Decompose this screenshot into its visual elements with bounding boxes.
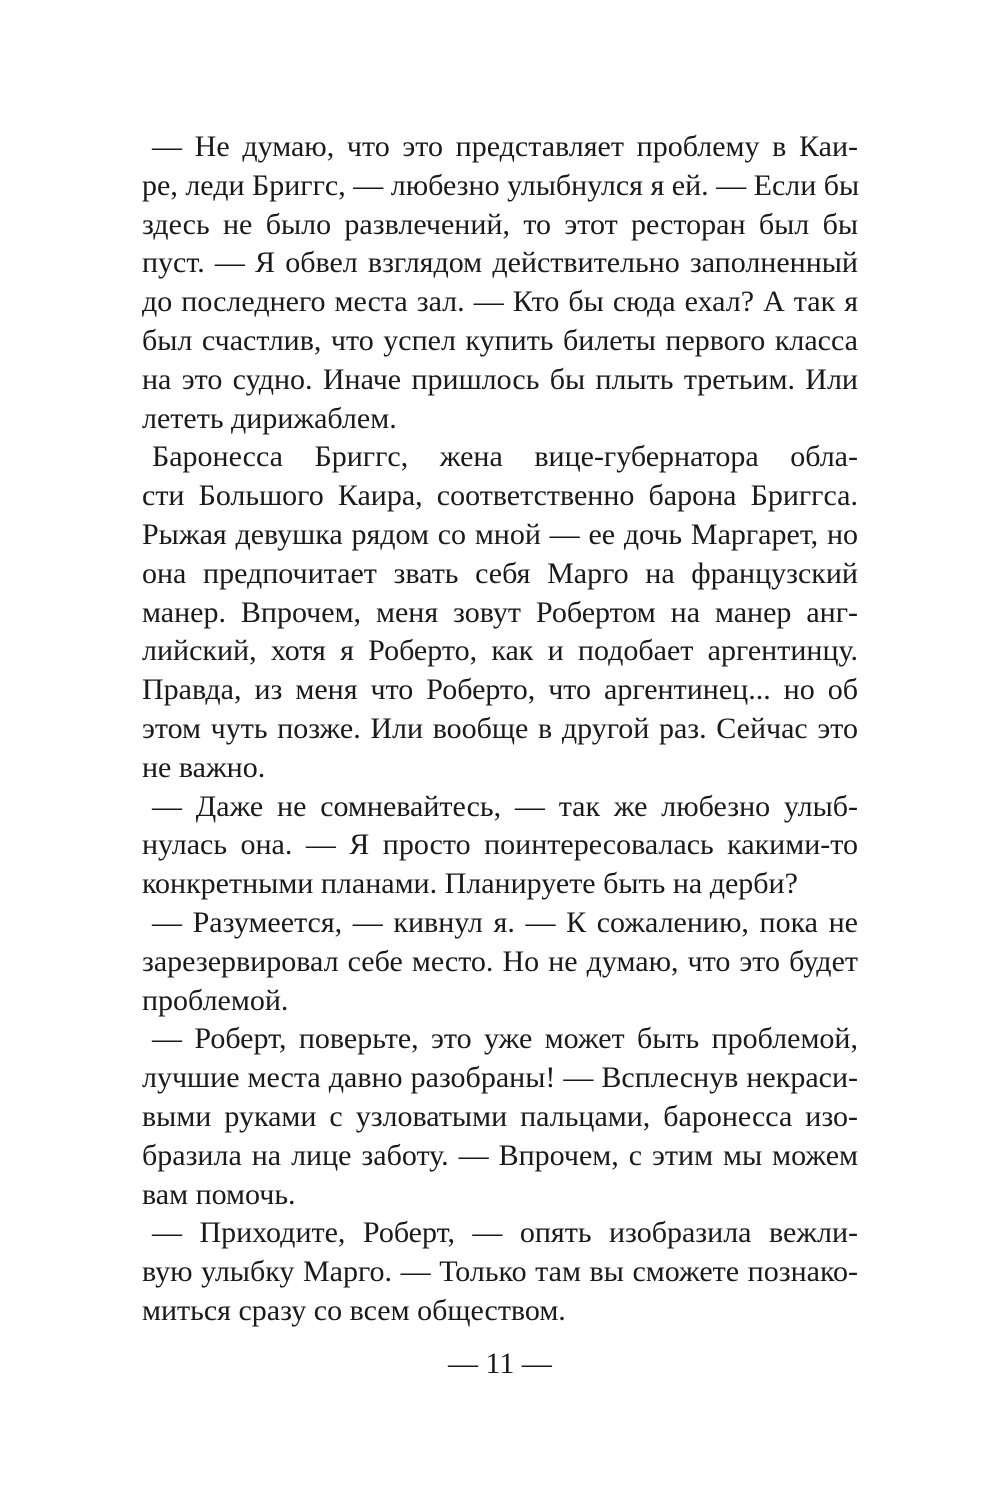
text-line: бразила на лице заботу. — Впрочем, с этим мы можем [142,1138,858,1172]
text-line: был счастлив, что успел купить билеты первого класса [142,323,858,357]
text-line: Рыжая девушка рядом со мной — ее дочь Маргарет, но [142,517,858,551]
text-line: нулась она. — Я просто поинтересовалась какими-то [142,828,858,862]
text-line: — Роберт, поверьте, это уже может быть проблемой, [152,1022,858,1056]
text-line: Баронесса Бриггс, жена вице-губернатора обла- [152,440,858,474]
text-line: сти Большого Каира, соответственно барона Бриггса. [142,479,858,513]
text-line: манер. Впрочем, меня зовут Робертом на манер анг- [142,595,858,629]
text-line: этом чуть позже. Или вообще в другой раз. Сейчас это [142,711,858,745]
text-line: выми руками с узловатыми пальцами, баронесса изо- [142,1099,858,1133]
text-line: пуст. — Я обвел взглядом действительно заполненный [142,246,858,280]
text-line: вам помочь. [142,1177,296,1211]
body-text [142,128,858,1331]
text-line: она предпочитает звать себя Марго на французский [142,556,858,590]
text-line: здесь не было развлечений, то этот ресторан был бы [142,207,858,241]
text-line: лийский, хотя я Роберто, как и подобает аргентинцу. [142,634,858,668]
text-line: лететь дирижаблем. [142,401,397,435]
text-line: лучшие места давно разобраны! — Всплеснув некраси- [142,1061,858,1095]
page-number: — 11 — [448,1347,552,1380]
text-line: — Разумеется, — кивнул я. — К сожалению, пока не [152,905,858,939]
text-line: ре, леди Бриггс, — любезно улыбнулся я ей. — Если бы [142,168,860,202]
text-line: вую улыбку Марго. — Только там вы сможете познако- [142,1255,858,1289]
text-line: до последнего места зал. — Кто бы сюда ехал? А так я [142,285,858,319]
text-line: — Не думаю, что это представляет проблему в Каи- [152,130,858,163]
text-line: конкретными планами. Планируете быть на дерби? [142,867,798,901]
text-line: Правда, из меня что Роберто, что аргентинец... но об [142,673,858,707]
text-line: на это судно. Иначе пришлось бы плыть третьим. Или [142,362,858,396]
text-line: зарезервировал себе место. Но не думаю, что это будет [142,944,858,978]
text-line: миться сразу со всем обществом. [142,1293,566,1327]
text-line: — Приходите, Роберт, — опять изобразила вежли- [152,1216,858,1250]
text-line: — Даже не сомневайтесь, — так же любезно улыб- [152,789,858,823]
text-line: не важно. [142,750,266,784]
text-line: проблемой. [142,983,289,1017]
